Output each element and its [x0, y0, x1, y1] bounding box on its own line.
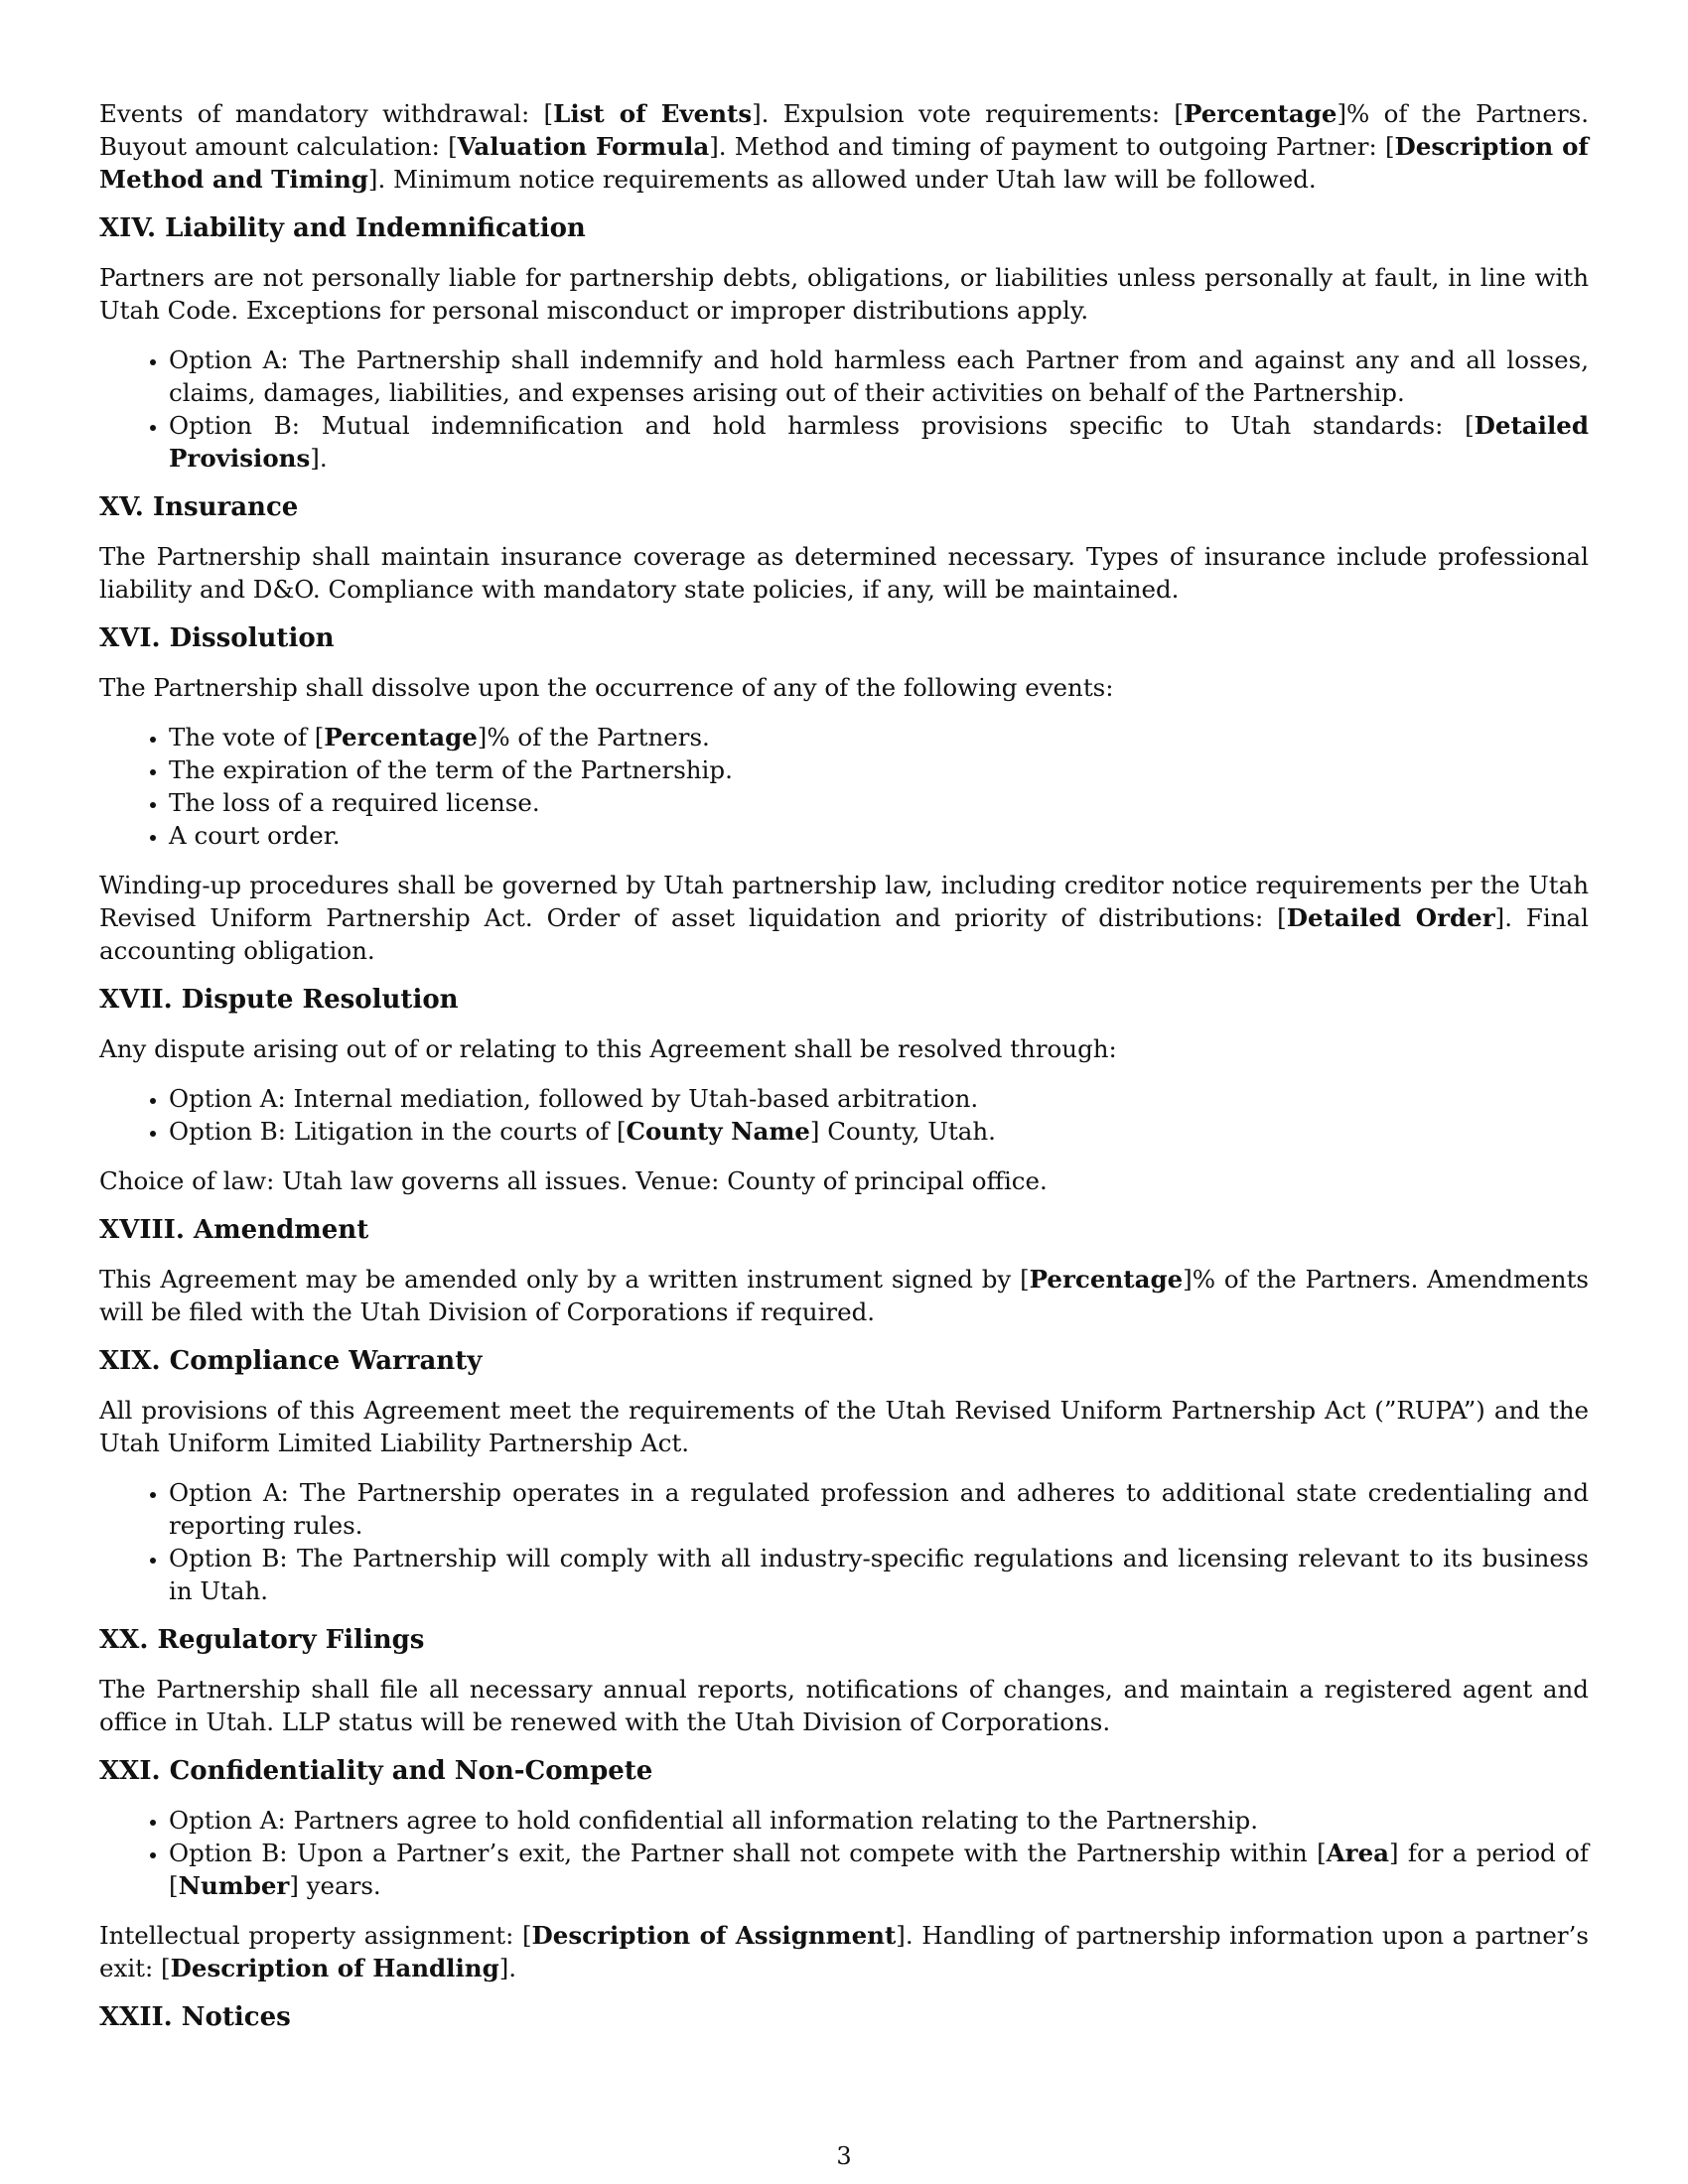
confidentiality-options-list: [99, 1804, 1589, 1902]
withdrawal-paragraph: Events of mandatory withdrawal: [List of Events]. Expulsion vote requirements: [Percentage]% of the Partners. Buyout amount calculation: [Valuation Formula]. Method and timing of payment to outgoing Partner: [Description of Method and Timing]. Minimum notice requirements as allowed under Utah law will be followed.: [99, 99, 1589, 194]
list-item: • A court order.: [169, 819, 1589, 852]
liability-paragraph: Partners are not personally liable for partnership debts, obligations, or liabilities unless personally at fault, in line with Utah Code. Exceptions for personal misconduct or improper distributions apply.: [99, 263, 1589, 325]
list-item: • The vote of [Percentage]% of the Partners.: [169, 721, 1589, 753]
list-item: • Option B: The Partnership will comply with all industry-specific regulations and licensing relevant to its business in Utah.: [169, 1542, 1589, 1607]
choice-of-law-paragraph: Choice of law: Utah law governs all issues. Venue: County of principal office.: [99, 1166, 1048, 1195]
amendment-paragraph: This Agreement may be amended only by a written instrument signed by [Percentage]% of the Partners. Amendments will be filed with the Utah Division of Corporations if required.: [99, 1265, 1590, 1326]
section-heading-liability: XIV. Liability and Indemnification: [99, 213, 586, 243]
insurance-paragraph: The Partnership shall maintain insurance coverage as determined necessary. Types of insurance include professional liability and D&O. Compliance with mandatory state policies, if any, will be maintained.: [99, 542, 1589, 604]
compliance-options-list: [99, 1476, 1589, 1607]
intellectual-property-paragraph: Intellectual property assignment: [Description of Assignment]. Handling of partnership information upon a partner’s exit: [Description of Handling].: [99, 1921, 1589, 1982]
list-item: • Option B: Litigation in the courts of [County Name] County, Utah.: [169, 1115, 1589, 1148]
section-heading-notices: XXII. Notices: [99, 2002, 291, 2032]
document-page: [99, 97, 1589, 2050]
list-item: • The expiration of the term of the Partnership.: [169, 753, 1589, 786]
section-heading-compliance-warranty: XIX. Compliance Warranty: [99, 1346, 483, 1376]
dispute-paragraph: Any dispute arising out of or relating to this Agreement shall be resolved through:: [99, 1034, 1117, 1063]
dispute-options-list: [99, 1082, 1589, 1148]
section-heading-amendment: XVIII. Amendment: [99, 1215, 369, 1245]
list-item: • Option A: Internal mediation, followed by Utah-based arbitration.: [169, 1082, 1589, 1115]
dissolution-events-list: [99, 721, 1589, 852]
list-item: • Option A: The Partnership operates in a regulated profession and adheres to additional state credentialing and reporting rules.: [169, 1476, 1589, 1542]
dissolution-paragraph: The Partnership shall dissolve upon the occurrence of any of the following events:: [99, 673, 1114, 702]
liability-options-list: [99, 343, 1589, 475]
list-item: • Option A: Partners agree to hold confidential all information relating to the Partnership.: [169, 1804, 1589, 1837]
winding-up-paragraph: Winding-up procedures shall be governed by Utah partnership law, including creditor notice requirements per the Utah Revised Uniform Partnership Act. Order of asset liquidation and priority of distributions: [Detailed Order]. Final accounting obligation.: [99, 871, 1589, 965]
section-heading-dissolution: XVI. Dissolution: [99, 623, 335, 653]
section-heading-regulatory-filings: XX. Regulatory Filings: [99, 1625, 425, 1655]
page-number: 3: [836, 2142, 852, 2170]
list-item: • Option B: Mutual indemnification and hold harmless provisions specific to Utah standards: [Detailed Provisions].: [169, 409, 1589, 475]
list-item: • Option A: The Partnership shall indemnify and hold harmless each Partner from and against any and all losses, claims, damages, liabilities, and expenses arising out of their activities on behalf of the Partnership.: [169, 343, 1589, 409]
compliance-paragraph: All provisions of this Agreement meet the requirements of the Utah Revised Uniform Partnership Act (”RUPA”) and the Utah Uniform Limited Liability Partnership Act.: [99, 1396, 1589, 1457]
section-heading-dispute-resolution: XVII. Dispute Resolution: [99, 985, 459, 1015]
section-heading-confidentiality: XXI. Confidentiality and Non-Compete: [99, 1756, 653, 1786]
regulatory-paragraph: The Partnership shall file all necessary annual reports, notifications of changes, and maintain a registered agent and office in Utah. LLP status will be renewed with the Utah Division of Corporations.: [99, 1675, 1589, 1736]
list-item: • The loss of a required license.: [169, 786, 1589, 819]
list-item: • Option B: Upon a Partner’s exit, the Partner shall not compete with the Partnership within [Area] for a period of [Number] years.: [169, 1837, 1589, 1902]
section-heading-insurance: XV. Insurance: [99, 492, 299, 522]
